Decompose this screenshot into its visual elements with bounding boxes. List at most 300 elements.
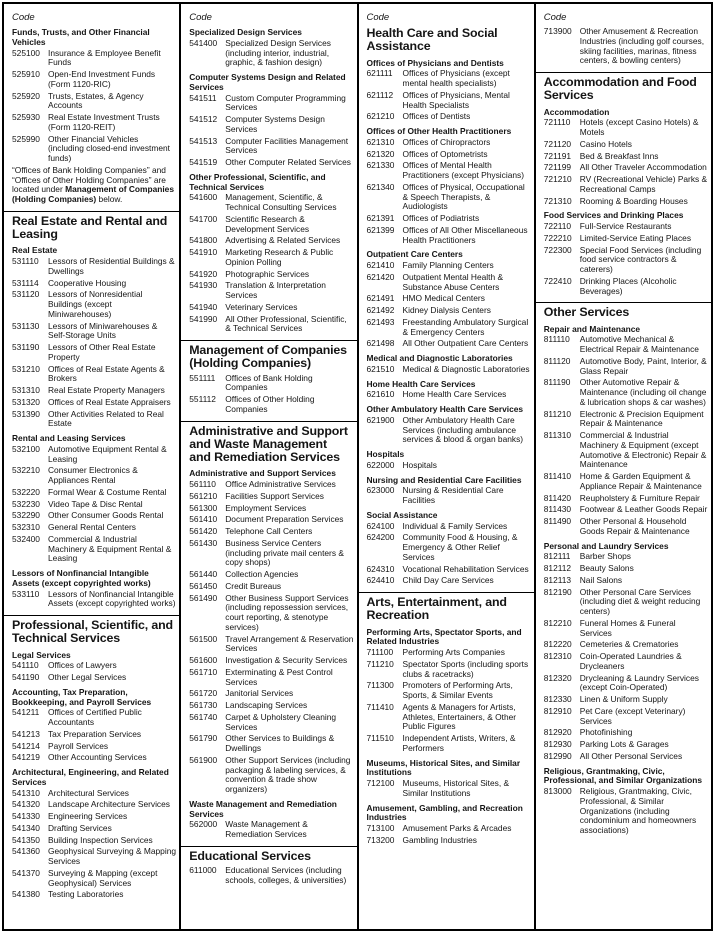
section-title: Health Care and Social Assistance xyxy=(366,26,498,54)
code-entry xyxy=(189,635,353,655)
entry-description: Landscaping Services xyxy=(225,700,308,711)
holding-companies-note xyxy=(12,166,174,205)
code-entry xyxy=(12,92,176,112)
code-entry xyxy=(189,668,353,688)
code-entry xyxy=(544,197,708,207)
code-entry xyxy=(12,535,176,564)
code-entry xyxy=(367,91,531,111)
entry-description: Other Computer Related Services xyxy=(225,157,351,167)
section-title: Administrative and Support and Waste Management and Remediation Services xyxy=(189,423,348,465)
code-entry xyxy=(189,215,353,235)
code-entry xyxy=(544,163,708,173)
column-3 xyxy=(357,4,534,929)
column-4 xyxy=(534,4,711,929)
entry-code: 541350 xyxy=(12,834,40,845)
entry-code: 811430 xyxy=(543,504,572,515)
subsection-title: Nursing and Residential Care Facilities xyxy=(366,474,522,485)
code-entry xyxy=(544,517,708,537)
note-text: “Offices of Bank Holding Companies” and “Offices of Other Holding Companies” are located under xyxy=(12,164,166,195)
subsection-title: Architectural, Engineering, and Related Services xyxy=(12,767,169,787)
section-title: Other Services xyxy=(543,305,630,320)
entry-description: Medical & Diagnostic Laboratories xyxy=(402,363,530,374)
entry-code: 561900 xyxy=(189,754,218,765)
entry-code: 541310 xyxy=(12,787,40,798)
entry-code: 541211 xyxy=(12,707,40,718)
code-entry xyxy=(12,257,176,277)
code-entry xyxy=(544,152,708,162)
code-entry xyxy=(12,365,176,385)
entry-code: 713200 xyxy=(366,834,395,845)
entry-description: Cooperative Housing xyxy=(48,277,127,288)
entry-description: Offices of Other Holding Companies xyxy=(225,394,315,414)
code-entry xyxy=(367,734,531,754)
entry-code: 621210 xyxy=(366,111,395,122)
entry-description: Casino Hotels xyxy=(579,138,632,149)
subsection-title: Amusement, Gambling, and Recreation Industries xyxy=(366,802,523,823)
entry-code: 812112 xyxy=(543,563,572,574)
entry-code: 561730 xyxy=(189,700,218,711)
entry-code: 541320 xyxy=(12,799,40,810)
entry-description: Building Inspection Services xyxy=(48,834,153,845)
entry-code: 531190 xyxy=(12,342,40,353)
subsection-title: Legal Services xyxy=(12,649,71,660)
entry-code: 541512 xyxy=(189,114,218,124)
code-entry xyxy=(367,306,531,316)
entry-code: 722210 xyxy=(543,232,572,243)
entry-description: Performing Arts Companies xyxy=(402,647,505,658)
entry-code: 812111 xyxy=(543,551,571,562)
code-entry xyxy=(544,588,708,617)
entry-description: Drafting Services xyxy=(48,822,112,833)
entry-code: 525910 xyxy=(12,69,40,79)
section-divider xyxy=(181,421,356,422)
code-entry xyxy=(367,365,531,375)
code-entry xyxy=(189,115,353,135)
code-entry xyxy=(12,708,176,728)
entry-code: 532400 xyxy=(12,533,40,544)
entry-code: 541990 xyxy=(189,313,218,324)
code-entry xyxy=(544,564,708,574)
entry-description: Agents & Managers for Artists, Athletes, Entertainers, & Other Public Figures xyxy=(402,701,517,732)
code-entry xyxy=(12,511,176,521)
entry-code: 621399 xyxy=(366,224,395,235)
entry-code: 541330 xyxy=(12,811,40,822)
entry-code: 721120 xyxy=(543,138,572,149)
entry-code: 713100 xyxy=(366,823,395,834)
entry-description: Child Day Care Services xyxy=(402,575,494,586)
section-divider xyxy=(181,340,356,341)
entry-code: 812920 xyxy=(543,727,572,738)
entry-code: 812190 xyxy=(543,586,572,597)
entry-description: Community Food & Housing, & Emergency & Other Relief Services xyxy=(402,532,518,562)
entry-code: 711410 xyxy=(366,701,394,712)
entry-code: 561710 xyxy=(189,666,218,677)
entry-description: Exterminating & Pest Control Services xyxy=(225,666,333,687)
entry-description: Offices of Dentists xyxy=(402,111,471,122)
code-entry xyxy=(544,357,708,377)
section-title: Educational Services xyxy=(189,848,311,863)
entry-code: 532220 xyxy=(12,486,40,497)
subsection-title: Offices of Other Health Practitioners xyxy=(366,126,512,137)
code-entry xyxy=(189,39,353,68)
note-text: Management of Companies (Holding Companies) xyxy=(12,184,174,204)
entry-description: Other Consumer Goods Rental xyxy=(48,510,164,521)
code-entry xyxy=(544,505,708,515)
code-entry xyxy=(367,565,531,575)
entry-description: Geophysical Surveying & Mapping Services xyxy=(48,846,177,867)
code-entry xyxy=(189,594,353,633)
code-entry xyxy=(367,226,531,246)
section-title: Arts, Entertainment, and Recreation xyxy=(366,595,507,623)
code-entry xyxy=(544,234,708,244)
entry-code: 812990 xyxy=(543,750,572,761)
entry-code: 531310 xyxy=(12,385,40,396)
code-entry xyxy=(544,175,708,195)
entry-code: 561490 xyxy=(189,592,218,603)
section-title: Real Estate and Rental and Leasing xyxy=(12,213,168,242)
code-entry xyxy=(367,824,531,834)
entry-description: Automotive Equipment Rental & Leasing xyxy=(48,443,167,464)
code-entry xyxy=(367,294,531,304)
entry-code: 541800 xyxy=(189,235,218,246)
code-entry xyxy=(189,756,353,795)
entry-description: Hotels (except Casino Hotels) & Motels xyxy=(579,117,699,138)
code-entry xyxy=(367,461,531,471)
entry-code: 624310 xyxy=(366,563,395,574)
code-entry xyxy=(367,261,531,271)
entry-description: Offices of Real Estate Agents & Brokers xyxy=(48,363,165,384)
entry-code: 722410 xyxy=(543,275,572,286)
entry-code: 721210 xyxy=(543,174,572,185)
entry-code: 811210 xyxy=(543,408,572,419)
code-entry xyxy=(367,486,531,506)
entry-code: 541400 xyxy=(189,37,218,48)
code-entry xyxy=(367,681,531,701)
code-entry xyxy=(367,150,531,160)
note-text: below. xyxy=(96,194,123,204)
entry-description: All Other Outpatient Care Centers xyxy=(402,338,529,349)
entry-code: 811310 xyxy=(543,430,572,441)
entry-code: 811120 xyxy=(543,355,571,366)
entry-code: 541219 xyxy=(12,752,40,763)
entry-code: 711210 xyxy=(366,658,394,669)
code-entry xyxy=(367,836,531,846)
entry-code: 561450 xyxy=(189,580,218,591)
entry-description: Computer Systems Design Services xyxy=(225,114,325,134)
code-entry xyxy=(12,812,176,822)
entry-code: 541370 xyxy=(12,867,40,878)
entry-description: Museums, Historical Sites, & Similar Institutions xyxy=(402,778,510,798)
entry-code: 721199 xyxy=(543,162,572,173)
subsection-title: Medical and Diagnostic Laboratories xyxy=(366,353,513,364)
entry-code: 811490 xyxy=(543,516,572,527)
code-entry xyxy=(367,318,531,338)
section-divider xyxy=(359,592,534,593)
entry-description: Document Preparation Services xyxy=(225,514,344,525)
entry-description: Other Services to Buildings & Dwellings xyxy=(225,733,335,754)
code-entry xyxy=(544,752,708,762)
entry-description: Other Personal Care Services (including diet & weight reducing centers) xyxy=(579,586,701,617)
entry-description: Other Support Services (including packaging & labeling services, & convention & trade show organizers) xyxy=(225,754,351,795)
entry-code: 561440 xyxy=(189,569,218,580)
subsection-title: Other Professional, Scientific, and Technical Services xyxy=(189,171,326,192)
entry-code: 621410 xyxy=(366,260,395,271)
entry-description: Other Automotive Repair & Maintenance (including oil change & lubrication shops & car washes) xyxy=(579,377,707,407)
entry-description: Nursing & Residential Care Facilities xyxy=(402,485,504,506)
entry-code: 721310 xyxy=(543,195,572,206)
entry-description: Vocational Rehabilitation Services xyxy=(402,563,529,574)
subsection-title: Personal and Laundry Services xyxy=(543,540,669,551)
code-entry xyxy=(544,674,708,694)
code-entry xyxy=(12,398,176,408)
entry-description: Offices of Physicians, Mental Health Specialists xyxy=(402,89,510,110)
code-entry xyxy=(544,431,708,470)
entry-code: 551112 xyxy=(189,394,216,405)
entry-code: 812930 xyxy=(543,739,572,750)
column-1 xyxy=(4,4,179,929)
subsection-title: Performing Arts, Spectator Sports, and Related Industries xyxy=(366,626,522,647)
subsection-title: Museums, Historical Sites, and Similar Institutions xyxy=(366,757,521,778)
entry-code: 541360 xyxy=(12,846,40,857)
subsection-title: Funds, Trusts, and Other Financial Vehicles xyxy=(12,27,150,47)
section-divider xyxy=(4,211,179,212)
entry-description: Engineering Services xyxy=(48,811,128,822)
entry-code: 531114 xyxy=(12,277,39,288)
code-entry xyxy=(544,640,708,650)
entry-code: 812320 xyxy=(543,672,572,683)
entry-description: Tax Preparation Services xyxy=(48,728,142,739)
code-entry xyxy=(189,570,353,580)
entry-code: 541110 xyxy=(12,660,39,671)
entry-description: Travel Arrangement & Reservation Services xyxy=(225,633,354,654)
entry-code: 812910 xyxy=(543,705,572,716)
entry-code: 561420 xyxy=(189,526,218,537)
code-entry xyxy=(189,137,353,157)
code-entry xyxy=(12,824,176,834)
entry-code: 541190 xyxy=(12,672,40,683)
entry-description: Management, Scientific, & Technical Consulting Services xyxy=(225,192,337,212)
entry-code: 621492 xyxy=(366,305,395,316)
entry-description: Home & Garden Equipment & Appliance Repair & Maintenance xyxy=(579,471,702,491)
entry-description: Employment Services xyxy=(225,502,307,513)
subsection-title: Rental and Leasing Services xyxy=(12,433,126,444)
entry-description: Veterinary Services xyxy=(225,301,298,312)
entry-code: 525990 xyxy=(12,133,40,144)
entry-code: 621330 xyxy=(366,160,395,171)
code-entry xyxy=(367,183,531,212)
code-header: Code xyxy=(366,12,390,23)
entry-code: 621340 xyxy=(366,181,395,192)
code-entry xyxy=(12,673,176,683)
code-entry xyxy=(189,94,353,114)
entry-code: 812210 xyxy=(543,617,572,628)
code-entry xyxy=(12,869,176,889)
entry-description: Carpet & Upholstery Cleaning Services xyxy=(225,711,337,732)
code-entry xyxy=(12,488,176,498)
code-entry xyxy=(12,590,176,610)
entry-code: 561500 xyxy=(189,633,218,644)
entry-code: 624410 xyxy=(366,575,395,586)
entry-description: Office Administrative Services xyxy=(225,479,336,490)
entry-description: Offices of Physical, Occupational & Speech Therapists, & Audiologists xyxy=(402,181,525,212)
entry-code: 811110 xyxy=(543,334,570,345)
entry-description: Lessors of Nonfinancial Intangible Assets (except copyrighted works) xyxy=(48,588,176,609)
code-entry xyxy=(189,270,353,280)
entry-code: 525920 xyxy=(12,90,40,101)
code-entry xyxy=(12,523,176,533)
entry-code: 561300 xyxy=(189,502,218,513)
code-entry xyxy=(367,390,531,400)
entry-code: 541700 xyxy=(189,213,218,224)
code-entry xyxy=(544,410,708,430)
entry-code: 541600 xyxy=(189,192,218,203)
entry-description: Marketing Research & Public Opinion Polling xyxy=(225,247,334,267)
entry-description: Gambling Industries xyxy=(402,834,477,845)
entry-code: 611000 xyxy=(189,865,217,876)
entry-description: Offices of Chiropractors xyxy=(402,136,491,147)
entry-code: 532210 xyxy=(12,465,40,476)
subsection-title: Administrative and Support Services xyxy=(189,468,336,479)
entry-description: Waste Management & Remediation Services xyxy=(225,819,308,840)
code-entry xyxy=(367,273,531,293)
code-entry xyxy=(189,689,353,699)
code-entry xyxy=(12,836,176,846)
entry-description: Telephone Call Centers xyxy=(225,526,313,537)
code-entry xyxy=(189,303,353,313)
entry-description: Credit Bureaus xyxy=(225,580,282,591)
entry-code: 621510 xyxy=(366,363,395,374)
entry-description: Kidney Dialysis Centers xyxy=(402,305,491,316)
entry-code: 722300 xyxy=(543,244,572,255)
entry-description: Commercial & Industrial Machinery & Equipment Rental & Leasing xyxy=(48,533,172,564)
code-entry xyxy=(189,158,353,168)
subsection-title: Real Estate xyxy=(12,245,58,256)
entry-code: 531210 xyxy=(12,363,40,374)
code-entry xyxy=(544,576,708,586)
entry-code: 711300 xyxy=(366,680,394,691)
entry-code: 561600 xyxy=(189,655,218,666)
subsection-title: Offices of Physicians and Dentists xyxy=(366,57,504,68)
entry-description: All Other Traveler Accommodation xyxy=(579,162,707,173)
entry-description: Outpatient Mental Health & Substance Abuse Centers xyxy=(402,271,504,292)
entry-code: 621310 xyxy=(366,136,395,147)
code-entry xyxy=(544,246,708,275)
entry-code: 561740 xyxy=(189,711,218,722)
entry-description: Reupholstery & Furniture Repair xyxy=(579,492,700,503)
code-entry xyxy=(189,527,353,537)
entry-description: Video Tape & Disc Rental xyxy=(48,498,143,509)
subsection-title: Accounting, Tax Preparation, Bookkeeping, and Payroll Services xyxy=(12,686,152,707)
subsection-title: Home Health Care Services xyxy=(366,378,476,389)
code-entry xyxy=(12,800,176,810)
entry-code: 531320 xyxy=(12,396,40,407)
code-entry xyxy=(12,500,176,510)
entry-description: Other Business Support Services (including repossession services, court reporting, & stenotype services) xyxy=(225,592,349,632)
code-entry xyxy=(12,445,176,465)
entry-description: Offices of Lawyers xyxy=(48,660,117,671)
entry-code: 621391 xyxy=(366,213,395,224)
entry-description: Insurance & Employee Benefit Funds xyxy=(48,47,161,68)
code-entry xyxy=(544,222,708,232)
entry-description: HMO Medical Centers xyxy=(402,293,485,304)
entry-description: Family Planning Centers xyxy=(402,260,494,271)
code-entry xyxy=(12,49,176,69)
entry-code: 531390 xyxy=(12,408,40,419)
code-entry xyxy=(367,576,531,586)
entry-description: Facilities Support Services xyxy=(225,490,324,501)
entry-description: Photographic Services xyxy=(225,268,310,279)
subsection-title: Other Ambulatory Health Care Services xyxy=(366,404,524,415)
entry-code: 811190 xyxy=(543,377,571,388)
entry-code: 812330 xyxy=(543,694,572,705)
entry-description: Investigation & Security Services xyxy=(225,655,348,666)
subsection-title: Repair and Maintenance xyxy=(543,323,641,334)
code-entry xyxy=(544,472,708,492)
code-header: Code xyxy=(543,12,567,23)
entry-description: Other Personal & Household Goods Repair & Maintenance xyxy=(579,516,690,536)
subsection-title: Outpatient Care Centers xyxy=(366,249,463,260)
entry-description: Architectural Services xyxy=(48,787,129,798)
code-entry xyxy=(544,695,708,705)
entry-code: 562000 xyxy=(189,819,218,830)
code-header: Code xyxy=(12,12,35,23)
code-entry xyxy=(367,648,531,658)
entry-description: Collection Agencies xyxy=(225,569,299,580)
subsection-title: Lessors of Nonfinancial Intangible Assets (except copyrighted works) xyxy=(12,568,151,588)
entry-description: All Other Personal Services xyxy=(579,750,683,761)
entry-code: 541910 xyxy=(189,247,218,257)
code-entry xyxy=(12,753,176,763)
entry-description: Lessors of Residential Buildings & Dwellings xyxy=(48,256,175,276)
entry-description: Independent Artists, Writers, & Performers xyxy=(402,733,516,753)
code-header: Code xyxy=(189,12,212,23)
code-entry xyxy=(189,656,353,666)
entry-code: 624200 xyxy=(366,532,395,543)
code-entry xyxy=(544,552,708,562)
entry-description: Offices of Bank Holding Companies xyxy=(225,372,313,393)
entry-description: Specialized Design Services (including interior, industrial, graphic, & fashion design) xyxy=(225,37,331,68)
code-entry xyxy=(544,740,708,750)
entry-description: Offices of Certified Public Accountants xyxy=(48,707,142,728)
entry-description: Payroll Services xyxy=(48,740,109,751)
section-divider xyxy=(536,72,711,73)
entry-description: Coin-Operated Laundries & Drycleaners xyxy=(579,651,682,671)
entry-description: Pet Care (except Veterinary) Services xyxy=(579,705,686,726)
code-entry xyxy=(12,386,176,396)
entry-description: Commercial & Industrial Machinery & Equipment (except Automotive & Electronic) Repair & Maintenance xyxy=(579,430,707,470)
entry-description: Electronic & Precision Equipment Repair & Maintenance xyxy=(579,408,704,429)
entry-code: 532290 xyxy=(12,510,40,521)
entry-description: All Other Professional, Scientific, & Technical Services xyxy=(225,313,347,334)
code-entry xyxy=(12,322,176,342)
entry-description: Other Amusement & Recreation Industries (including golf courses, skiing facilities, marinas, fitness centers, & bowling centers) xyxy=(579,26,705,66)
entry-code: 561110 xyxy=(189,479,216,490)
code-entry xyxy=(189,480,353,490)
entry-description: Drycleaning & Laundry Services (except Coin-Operated) xyxy=(579,672,699,693)
code-entry xyxy=(367,703,531,732)
entry-code: 621498 xyxy=(366,338,395,349)
section-divider xyxy=(536,302,711,303)
code-entry xyxy=(12,410,176,430)
entry-description: Lessors of Miniwarehouses & Self-Storage Units xyxy=(48,320,158,341)
entry-description: Offices of Physicians (except mental health specialists) xyxy=(402,68,510,89)
entry-code: 722110 xyxy=(543,221,572,232)
subsection-title: Religious, Grantmaking, Civic, Professional, and Similar Organizations xyxy=(543,765,702,786)
entry-description: Other Ambulatory Health Care Services (including ambulance services & blood & organ banks) xyxy=(402,414,524,445)
entry-code: 812220 xyxy=(543,639,572,650)
entry-code: 813000 xyxy=(543,786,572,797)
entry-description: Photofinishing xyxy=(579,727,633,738)
